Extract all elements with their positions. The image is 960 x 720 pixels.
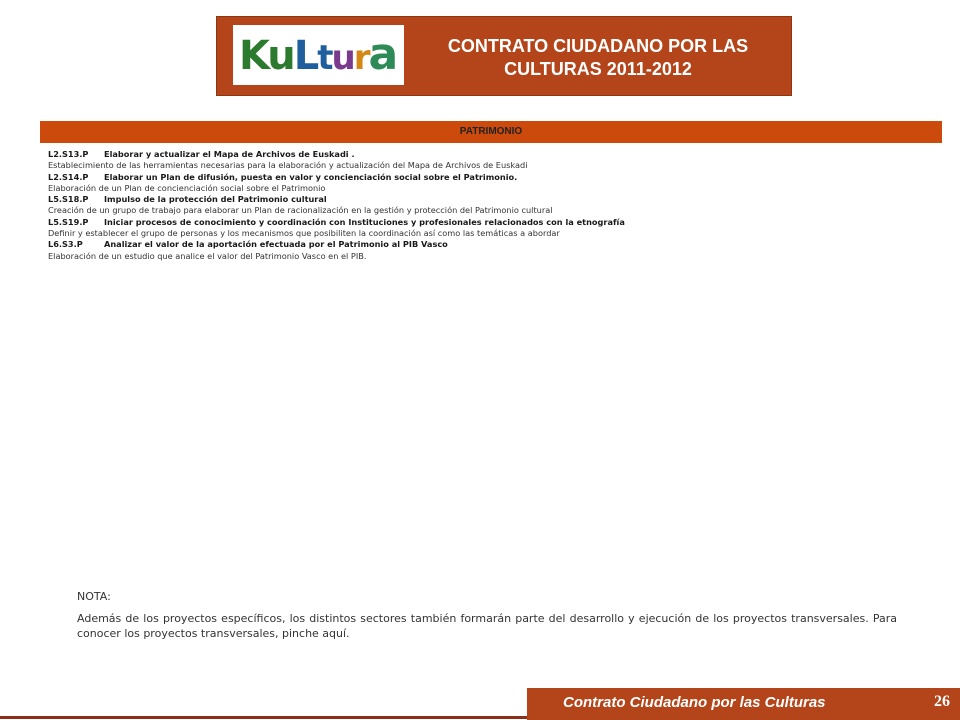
list-item [48,194,938,217]
item-description: Elaboración de un estudio que analice el valor del Patrimonio Vasco en el PIB. [48,250,367,261]
item-title-row [48,217,938,228]
footer-bar [527,688,960,720]
note-block [77,590,897,641]
item-title: Elaborar y actualizar el Mapa de Archivos de Euskadi . [104,149,355,159]
page-title [413,35,783,81]
item-code: L2.S14.P [48,171,89,182]
item-description: Elaboración de un Plan de concienciación social sobre el Patrimonio [48,182,326,193]
logo-wordmark: KuLtura [239,29,397,80]
item-code: L6.S3.P [48,239,83,250]
items-list [48,149,938,262]
header-banner [216,16,792,96]
footer-text: Contrato Ciudadano por las Culturas [563,694,826,711]
list-item [48,217,938,240]
item-title-row [48,172,938,183]
item-description: Establecimiento de las herramientas necesarias para la elaboración y actualización del Mapa de Archivos de Euskadi [48,160,528,171]
footer-divider [0,716,527,719]
title-line-1: CONTRATO CIUDADANO POR LAS [447,36,749,56]
item-code: L5.S19.P [48,216,89,227]
item-title-row [48,149,938,160]
list-item [48,239,938,262]
list-item [48,172,938,195]
item-title: Analizar el valor de la aportación efectuada por el Patrimonio al PIB Vasco [104,239,448,250]
title-line-2: CULTURAS 2011-2012 [504,59,692,79]
item-code: L5.S18.P [48,194,89,205]
item-description: Definir y establecer el grupo de personas y los mecanismos que posibiliten la coordinación así como las temáticas a abordar [48,228,560,239]
item-title-row [48,194,938,205]
list-item [48,149,938,172]
item-title: Iniciar procesos de conocimiento y coordinación con Instituciones y profesionales relacionados con la etnografía [104,216,625,227]
item-code: L2.S13.P [48,149,89,159]
kultura-logo [233,25,404,85]
page-number: 26 [934,693,950,710]
note-label: NOTA: [77,590,111,603]
item-title-row [48,239,938,250]
item-title: Impulso de la protección del Patrimonio cultural [104,194,327,205]
item-title: Elaborar un Plan de difusión, puesta en valor y concienciación social sobre el Patrimonio. [104,171,518,182]
note-text[interactable]: Además de los proyectos específicos, los distintos sectores también formarán parte del desarrollo y ejecución de los proyectos transversales. Para conocer los proyectos transversales, pinche aquí. [77,612,897,640]
item-description: Creación de un grupo de trabajo para elaborar un Plan de racionalización en la gestión y protección del Patrimonio cultural [48,205,553,216]
section-header: PATRIMONIO [40,121,942,143]
